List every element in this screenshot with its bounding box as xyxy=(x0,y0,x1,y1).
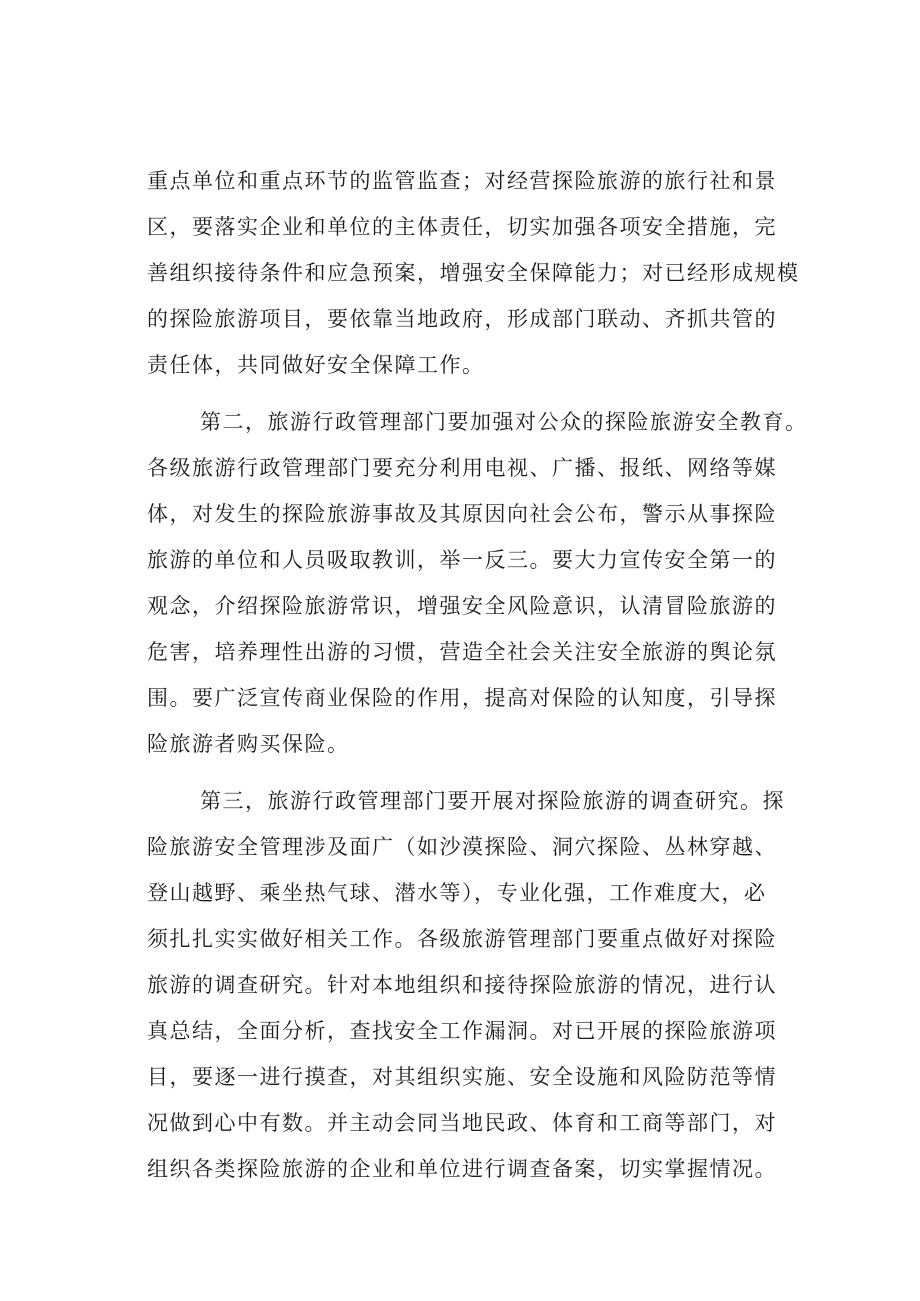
paragraph-1 xyxy=(147,158,807,388)
paragraph-2 xyxy=(147,399,807,767)
text-line: 须扎扎实实做好相关工作。各级旅游管理部门要重点做好对探险 xyxy=(147,927,777,951)
text-line: 险旅游者购买保险。 xyxy=(147,732,350,756)
paragraph-3 xyxy=(147,778,807,1192)
text-line: 各级旅游行政管理部门要充分利用电视、广播、报纸、网络等媒 xyxy=(147,456,777,480)
text-line: 重点单位和重点环节的监管监查；对经营探险旅游的旅行社和景 xyxy=(147,169,777,193)
text-line: 真总结，全面分析，查找安全工作漏洞。对已开展的探险旅游项 xyxy=(147,1019,777,1043)
text-line: 围。要广泛宣传商业保险的作用，提高对保险的认知度，引导探 xyxy=(147,686,777,710)
text-line: 况做到心中有数。并主动会同当地民政、体育和工商等部门，对 xyxy=(147,1111,777,1135)
text-line: 的探险旅游项目，要依靠当地政府，形成部门联动、齐抓共管的 xyxy=(147,307,777,331)
text-line: 第二，旅游行政管理部门要加强对公众的探险旅游安全教育。 xyxy=(200,410,808,434)
text-line: 观念，介绍探险旅游常识，增强安全风险意识，认清冒险旅游的 xyxy=(147,594,777,618)
text-line: 体，对发生的探险旅游事故及其原因向社会公布，警示从事探险 xyxy=(147,502,777,526)
text-line: 善组织接待条件和应急预案，增强安全保障能力；对已经形成规模 xyxy=(147,261,800,285)
text-line: 区，要落实企业和单位的主体责任，切实加强各项安全措施，完 xyxy=(147,215,777,239)
text-line: 险旅游安全管理涉及面广（如沙漠探险、洞穴探险、丛林穿越、 xyxy=(147,835,777,859)
text-line: 旅游的单位和人员吸取教训，举一反三。要大力宣传安全第一的 xyxy=(147,548,777,572)
text-line: 目，要逐一进行摸查，对其组织实施、安全设施和风险防范等情 xyxy=(147,1065,777,1089)
document-body xyxy=(147,158,807,1192)
text-line: 旅游的调查研究。针对本地组织和接待探险旅游的情况，进行认 xyxy=(147,973,777,997)
text-line: 责任体，共同做好安全保障工作。 xyxy=(147,353,485,377)
text-line: 组织各类探险旅游的企业和单位进行调查备案，切实掌握情况。 xyxy=(147,1157,777,1181)
text-line: 第三，旅游行政管理部门要开展对探险旅游的调查研究。探 xyxy=(200,789,785,813)
text-line: 危害，培养理性出游的习惯，营造全社会关注安全旅游的舆论氛 xyxy=(147,640,777,664)
text-line: 登山越野、乘坐热气球、潜水等），专业化强，工作难度大，必 xyxy=(147,881,767,905)
